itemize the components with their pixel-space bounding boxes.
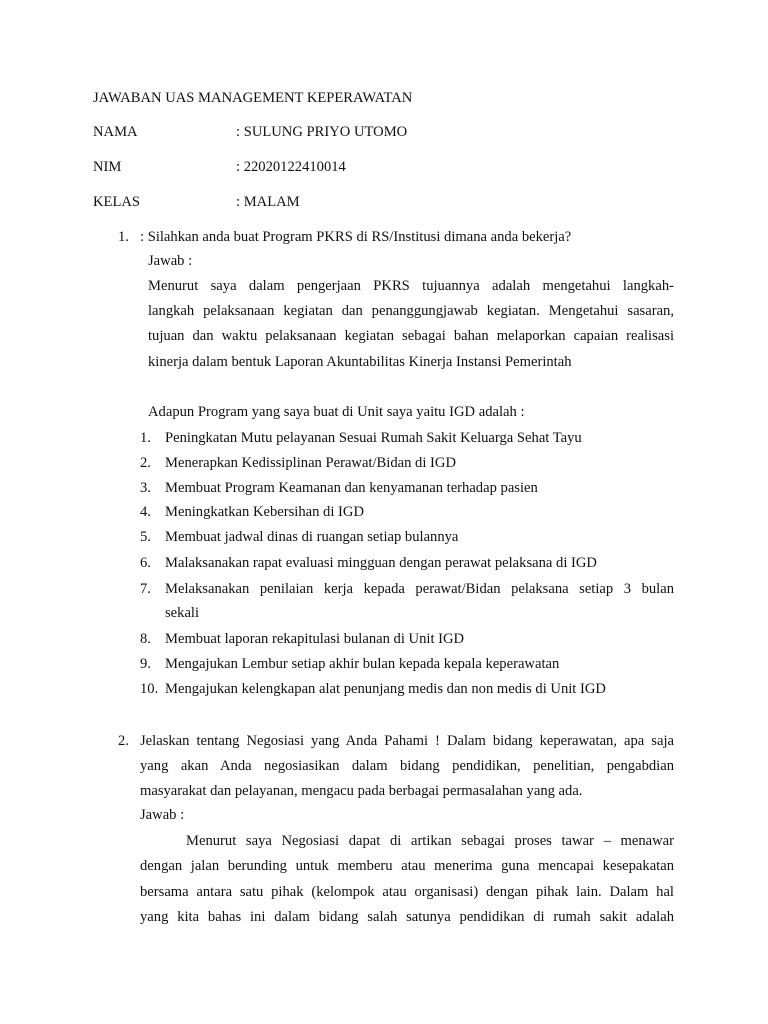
program-intro: Adapun Program yang saya buat di Unit saya yaitu IGD adalah : [148,404,525,420]
field-value-nama: : SULUNG PRIYO UTOMO [236,124,408,140]
field-label-nim: NIM [93,159,122,175]
program-item: Menerapkan Kedissiplinan Perawat/Bidan di IGD [165,455,456,471]
question-1-text: : Silahkan anda buat Program PKRS di RS/Institusi dimana anda bekerja? [140,229,572,245]
document-title: JAWABAN UAS MANAGEMENT KEPERAWATAN [93,90,413,106]
program-number: 1. [140,430,151,446]
program-number: 8. [140,631,151,647]
program-item: Malaksanakan rapat evaluasi mingguan dengan perawat pelaksana di IGD [165,555,597,571]
program-number: 7. [140,581,151,597]
question-2-answer-line: dengan jalan berunding untuk memberu atau menerima guna mencapai kesepakatan [140,858,674,874]
program-item: Melaksanakan penilaian kerja kepada perawat/Bidan pelaksana setiap 3 bulan [165,581,674,597]
program-item: Membuat Program Keamanan dan kenyamanan terhadap pasien [165,480,538,496]
question-1-answer-line: kinerja dalam bentuk Laporan Akuntabilitas Kinerja Instansi Pemerintah [148,354,572,370]
program-number: 3. [140,480,151,496]
program-number: 4. [140,504,151,520]
program-number: 2. [140,455,151,471]
question-2-text-line: yang akan Anda negosiasikan dalam bidang pendidikan, penelitian, pengabdian [140,758,674,774]
program-item-continuation: sekali [165,605,200,621]
question-2-answer-line: Menurut saya Negosiasi dapat di artikan sebagai proses tawar – menawar [186,833,674,849]
program-item: Membuat laporan rekapitulasi bulanan di Unit IGD [165,631,465,647]
program-item: Mengajukan Lembur setiap akhir bulan kepada kepala keperawatan [165,656,560,672]
question-2-number: 2. [118,733,129,749]
question-2-answer-line: yang kita bahas ini dalam bidang salah satunya pendidikan di rumah sakit adalah [140,909,674,925]
field-value-kelas: : MALAM [236,194,300,210]
program-number: 6. [140,555,151,571]
question-2-answer-line: bersama antara satu pihak (kelompok atau organisasi) dengan pihak lain. Dalam hal [140,884,674,900]
field-label-nama: NAMA [93,124,138,140]
question-1-answer-line: langkah pelaksanaan kegiatan dan penanggungjawab kegiatan. Mengetahui sasaran, [148,303,674,319]
program-number: 10. [140,681,159,697]
program-number: 5. [140,529,151,545]
question-1-answer-line: Menurut saya dalam pengerjaan PKRS tujuannya adalah mengetahui langkah- [148,278,674,294]
field-label-kelas: KELAS [93,194,141,210]
question-2-text-line: Jelaskan tentang Negosiasi yang Anda Pahami ! Dalam bidang keperawatan, apa saja [140,733,674,749]
field-value-nim: : 22020122410014 [236,159,346,175]
question-1-number: 1. [118,229,129,245]
question-1-answer-line: tujuan dan waktu pelaksanaan kegiatan sebagai bahan melaporkan capaian realisasi [148,328,674,344]
question-1-jawab: Jawab : [148,253,193,269]
question-2-text-line: masyarakat dan pelayanan, mengacu pada berbagai permasalahan yang ada. [140,783,583,799]
question-2-jawab: Jawab : [140,807,185,823]
program-item: Meningkatkan Kebersihan di IGD [165,504,364,520]
program-item: Peningkatan Mutu pelayanan Sesuai Rumah Sakit Keluarga Sehat Tayu [165,430,582,446]
program-item: Membuat jadwal dinas di ruangan setiap bulannya [165,529,459,545]
program-item: Mengajukan kelengkapan alat penunjang medis dan non medis di Unit IGD [165,681,606,697]
program-number: 9. [140,656,151,672]
